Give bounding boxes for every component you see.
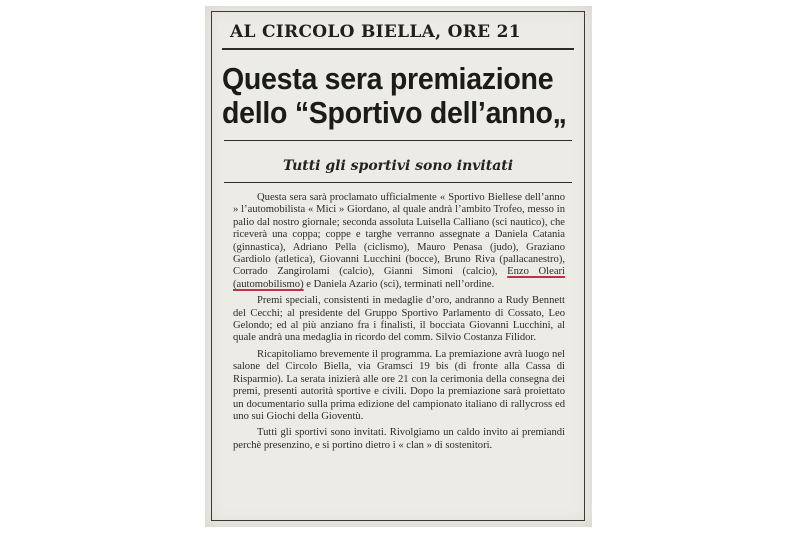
headline-rule — [224, 140, 572, 141]
subhead: Tutti gli sportivi sono invitati — [282, 158, 514, 174]
kicker: AL CIRCOLO BIELLA, ORE 21 — [222, 14, 574, 50]
article-body — [233, 192, 565, 456]
article-frame — [211, 11, 585, 521]
paragraph-1-end: e Daniela Azario (sci), terminati nell’ordine. — [303, 278, 495, 290]
paragraph-4: Tutti gli sportivi sono invitati. Rivolgiamo un caldo invito ai premiandi perchè presenzino, e si portino dietro i « clan » di sostenitori. — [233, 427, 565, 451]
newspaper-clipping — [205, 6, 592, 527]
headline-line-1: Questa sera premiazione — [222, 61, 554, 96]
highlighted-name: Enzo Oleari (automobilismo) — [233, 266, 565, 290]
paragraph-2: Premi speciali, consistenti in medaglie d’oro, andranno a Rudy Bennett del Cecchi; al presidente del Gruppo Sportivo Parlamento di Cossato, Leo Gelondo; ed al più anziano fra i finalisti, il bocciata Giovanni Lucchini, al quale andrà una medaglia in ricordo del comm. Silvio Costanza Filidor. — [233, 295, 565, 344]
headline-line-2: dello “Sportivo dell’anno„ — [222, 95, 567, 130]
paragraph-3: Ricapitoliamo brevemente il programma. La premiazione avrà luogo nel salone del Circolo Biella, via Gramsci 19 bis (di fronte alla Cassa di Risparmio). La serata inizierà alle ore 21 con la cerimonia della consegna dei premi, presenti autorità sportive e civili. Dopo la premiazione sarà proiettato un documentario sulla prima edizione del campionato italiano di rallycross ed uno sui Giochi della Gioventù. — [233, 348, 565, 422]
subhead-rule — [224, 182, 572, 183]
headline — [222, 61, 567, 130]
paragraph-1-start: Questa sera sarà proclamato ufficialmente « Sportivo Biellese dell’anno » l’automobilista « Mici » Giordano, al quale andrà l’ambito Trofeo, messo in palio dal nostro giornale; seconda assoluta Luisella Calliano (sci nautico), che riceverà una coppa; coppe e targhe verranno assegnate a Daniela Catania (ginnastica), Adriano Pella (ciclismo), Mauro Penasa (judo), Graziano Gardiolo (atletica), Giovanni Lucchini (bocce), Bruno Riva (pallacanestro), Corrado Zangirolami (calcio), Gianni Simoni (calcio), — [233, 192, 565, 278]
paragraph-1 — [233, 192, 565, 291]
